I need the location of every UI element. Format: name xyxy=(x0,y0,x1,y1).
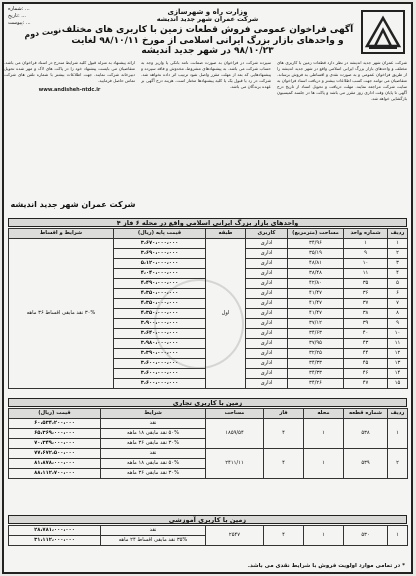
round-label: نوبت دوم xyxy=(23,25,62,40)
commercial-header-row xyxy=(9,409,408,419)
ad-header xyxy=(4,4,411,68)
area-cell: ۱۸۵۹/۵۴ xyxy=(206,419,264,449)
row-number-cell: ۶ xyxy=(388,289,408,299)
signature: شرکت عمران شهر جدید اندیشه xyxy=(10,200,136,209)
table-row xyxy=(9,449,408,459)
price-cell: ۴،۳۵۰،۰۰۰،۰۰۰ xyxy=(114,309,206,319)
payment-terms-cell: ۵۰% نقد مابقی ۱۸ ماهه xyxy=(101,459,206,469)
unit-number-cell: ۳۸ xyxy=(344,309,388,319)
area-cell: ۴۲/۸۰ xyxy=(288,279,344,289)
payment-terms-cell: ۵۰% نقد مابقی ۱۸ ماهه xyxy=(101,429,206,439)
mahalle-cell: ۱ xyxy=(304,526,344,546)
faz-cell: ۴ xyxy=(264,419,304,449)
use-cell: اداری xyxy=(246,349,288,359)
area-cell: ۳۴/۶۳ xyxy=(288,329,344,339)
meta-attachment: پیوست: ... xyxy=(8,20,31,26)
col-area: مساحت (مترمربع) xyxy=(288,229,344,239)
area-cell: ۳۵/۱۹ xyxy=(288,249,344,259)
row-number-cell: ۱۰ xyxy=(388,329,408,339)
price-cell: ۲۸،۷۸۱،۰۰۰،۰۰۰ xyxy=(9,526,101,536)
area-cell: ۴۱/۴۷ xyxy=(288,289,344,299)
educational-heading: زمین با کاربری آموزشی xyxy=(8,515,407,524)
body-column-1: شرکت عمران شهر جدید اندیشه در نظر دارد قطعات زمین با کاربری های مختلف و واحدهای بازار بزرگ ایرانی اسلامی واقع در شهر جدید اندیشه را از طریق فراخوان عمومی و به صورت نقدی و اقساطی به فروش برساند. متقاضیان می توانند جهت کسب اطلاعات بیشتر و دریافت اسناد فراخوان به سایت شرکت مراجعه نمایند. مهلت دریافت و تحویل اسناد از تاریخ درج آگهی تا پایان وقت اداری روز مقرر می باشد و پاکت ها در جلسه کمیسیون بازگشایی خواهد شد. xyxy=(277,60,407,101)
use-cell: اداری xyxy=(246,269,288,279)
price-cell: ۵،۱۲۰،۰۰۰،۰۰۰ xyxy=(114,259,206,269)
price-cell: ۳،۶۴۰،۰۰۰،۰۰۰ xyxy=(114,329,206,339)
area-cell: ۳۴/۲۶ xyxy=(288,379,344,389)
table-row xyxy=(9,239,408,249)
row-number-cell: ۷ xyxy=(388,299,408,309)
row-number-cell: ۹ xyxy=(388,319,408,329)
unit-number-cell: ۳۷ xyxy=(344,299,388,309)
price-cell: ۳،۶۰۰،۰۰۰،۰۰۰ xyxy=(114,359,206,369)
col-plot: شماره قطعه xyxy=(344,409,388,419)
ministry-name: وزارت راه و شهرسازی xyxy=(167,8,248,16)
row-number-cell: ۱ xyxy=(388,419,408,449)
price-cell: ۳،۶۹۰،۰۰۰،۰۰۰ xyxy=(114,249,206,259)
col-terms: شرایط xyxy=(101,409,206,419)
area-cell: ۳۷/۱۲ xyxy=(288,319,344,329)
payment-terms-cell: نقد xyxy=(101,526,206,536)
price-cell: ۴،۴۹۰،۰۰۰،۰۰۰ xyxy=(114,279,206,289)
col-floor: طبقه xyxy=(206,229,246,239)
commercial-heading: زمین با کاربری تجاری xyxy=(8,398,407,407)
payment-terms-cell: نقد xyxy=(101,419,206,429)
ad-title-line1: آگهی فراخوان عمومی فروش قطعات زمین با کاربری های مختلف xyxy=(61,25,354,35)
use-cell: اداری xyxy=(246,379,288,389)
row-number-cell: ۱ xyxy=(388,239,408,249)
price-cell: ۸۱،۸۷۸،۰۰۰،۰۰۰ xyxy=(9,459,101,469)
col-price: قیمت (ریال) xyxy=(9,409,101,419)
row-number-cell: ۵ xyxy=(388,279,408,289)
area-cell: ۳۴/۳۳ xyxy=(288,369,344,379)
bazaar-header-row xyxy=(9,229,408,239)
col-mahalle: محله xyxy=(304,409,344,419)
col-row: ردیف xyxy=(388,229,408,239)
educational-rows xyxy=(9,526,408,546)
body-column-3-text: ارائه پیشنهاد به منزله قبول کلیه شرایط مندرج در اسناد فراخوان می باشد. متقاضیان می بایست پیشنهاد خود را در پاکت های لاک و مهر شده تحویل دبیرخانه شرکت نمایند. جهت اطلاعات بیشتر با شماره تلفن های شرکت تماس حاصل فرمایید. xyxy=(4,60,135,83)
terms-cell: ۳۰% نقد مابقی اقساط ۳۶ ماهه xyxy=(9,239,114,389)
row-number-cell: ۱۲ xyxy=(388,349,408,359)
unit-number-cell: ۴۰ xyxy=(344,329,388,339)
unit-number-cell: ۳۵ xyxy=(344,279,388,289)
price-cell: ۶۰،۵۳۴،۲۰۰،۰۰۰ xyxy=(9,419,101,429)
col-use: کاربری xyxy=(246,229,288,239)
table-row xyxy=(9,419,408,429)
price-cell: ۸۸،۱۱۲،۷۰۰،۰۰۰ xyxy=(9,469,101,479)
price-cell: ۷۷،۶۷۲،۵۰۰،۰۰۰ xyxy=(9,449,101,459)
row-number-cell: ۱۵ xyxy=(388,379,408,389)
use-cell: اداری xyxy=(246,279,288,289)
price-cell: ۳۱،۱۱۲،۰۰۰،۰۰۰ xyxy=(9,536,101,546)
plot-number-cell: ۵۳۹ xyxy=(344,449,388,479)
meta-number: شماره: ... xyxy=(8,6,30,12)
payment-terms-cell: ۳۵% نقد مابقی اقساط ۲۴ ماهه xyxy=(101,536,206,546)
use-cell: اداری xyxy=(246,339,288,349)
ad-title-line2: و واحدهای بازار بزرگ ایرانی اسلامی از مورخ ۹۸/۱۰/۱۱ لغایت ۹۸/۱۰/۲۳ در شهر جدید اندیشه xyxy=(71,36,344,57)
unit-number-cell: ۴۳ xyxy=(344,339,388,349)
unit-number-cell: ۹ xyxy=(344,249,388,259)
payment-terms-cell: ۳۰% نقد مابقی ۳۶ ماهه xyxy=(101,469,206,479)
area-cell: ۴۸/۸۱ xyxy=(288,259,344,269)
unit-number-cell: ۴۴ xyxy=(344,349,388,359)
area-cell: ۳۴/۹۶ xyxy=(288,239,344,249)
payment-terms-cell: نقد xyxy=(101,449,206,459)
price-cell: ۳،۹۸۰،۰۰۰،۰۰۰ xyxy=(114,339,206,349)
mahalle-cell: ۱ xyxy=(304,419,344,449)
area-cell: ۴۱/۴۷ xyxy=(288,309,344,319)
use-cell: اداری xyxy=(246,309,288,319)
faz-cell: ۴ xyxy=(264,526,304,546)
unit-number-cell: ۳۹ xyxy=(344,319,388,329)
plot-number-cell: ۵۳۸ xyxy=(344,419,388,449)
use-cell: اداری xyxy=(246,239,288,249)
price-cell: ۳،۶۷۰،۰۰۰،۰۰۰ xyxy=(114,239,206,249)
col-area: مساحت xyxy=(206,409,264,419)
website-link[interactable]: www.andisheh-ntdc.ir xyxy=(38,86,101,93)
row-number-cell: ۱ xyxy=(388,526,408,546)
footer-note: * در تمامی موارد اولویت فروش با شرایط نقدی می باشد. xyxy=(247,562,405,569)
price-cell: ۴،۳۵۰،۰۰۰،۰۰۰ xyxy=(114,299,206,309)
row-number-cell: ۲ xyxy=(388,249,408,259)
row-number-cell: ۱۱ xyxy=(388,339,408,349)
row-number-cell: ۴ xyxy=(388,269,408,279)
price-cell: ۳،۶۰۰،۰۰۰،۰۰۰ xyxy=(114,379,206,389)
col-unit: شماره واحد xyxy=(344,229,388,239)
bazaar-heading: واحدهای بازار بزرگ ایرانی اسلامی واقع در محله ۶ فاز ۴ xyxy=(8,218,407,227)
faz-cell: ۴ xyxy=(264,449,304,479)
use-cell: اداری xyxy=(246,369,288,379)
newspaper-ad-page xyxy=(2,2,413,574)
floor-cell: اول xyxy=(206,239,246,389)
area-cell: ۳۲/۲۵ xyxy=(288,349,344,359)
use-cell: اداری xyxy=(246,299,288,309)
watermark-stamp xyxy=(154,279,244,369)
educational-table xyxy=(8,525,408,546)
meta-date: تاریخ: ... xyxy=(8,13,26,19)
unit-number-cell: ۴۷ xyxy=(344,379,388,389)
row-number-cell: ۱۳ xyxy=(388,359,408,369)
col-faz: فاز xyxy=(264,409,304,419)
area-cell: ۳۴/۳۳ xyxy=(288,359,344,369)
row-number-cell: ۸ xyxy=(388,309,408,319)
ad-body-text xyxy=(4,60,407,210)
area-cell: ۳۷/۹۵ xyxy=(288,339,344,349)
use-cell: اداری xyxy=(246,359,288,369)
price-cell: ۴،۳۵۰،۰۰۰،۰۰۰ xyxy=(114,289,206,299)
price-cell: ۳،۹۰۰،۰۰۰،۰۰۰ xyxy=(114,319,206,329)
table-row xyxy=(9,526,408,536)
unit-number-cell: ۳۶ xyxy=(344,289,388,299)
body-column-3 xyxy=(4,60,135,210)
price-cell: ۳،۶۰۰،۰۰۰،۰۰۰ xyxy=(114,369,206,379)
price-cell: ۳،۳۹۰،۰۰۰،۰۰۰ xyxy=(114,349,206,359)
use-cell: اداری xyxy=(246,259,288,269)
price-cell: ۴،۰۴۰،۰۰۰،۰۰۰ xyxy=(114,269,206,279)
price-cell: ۶۵،۳۶۹،۰۰۰،۰۰۰ xyxy=(9,429,101,439)
unit-number-cell: ۴۵ xyxy=(344,359,388,369)
price-cell: ۷۰،۳۴۹،۰۰۰،۰۰۰ xyxy=(9,439,101,449)
use-cell: اداری xyxy=(246,329,288,339)
col-price: قیمت پایه (ریال) xyxy=(114,229,206,239)
unit-number-cell: ۱۰ xyxy=(344,259,388,269)
col-row: ردیف xyxy=(388,409,408,419)
row-number-cell: ۲ xyxy=(388,449,408,479)
use-cell: اداری xyxy=(246,319,288,329)
commercial-table xyxy=(8,408,408,479)
area-cell: ۴۱/۴۷ xyxy=(288,299,344,309)
plot-number-cell: ۵۳۰ xyxy=(344,526,388,546)
mahalle-cell: ۱ xyxy=(304,449,344,479)
unit-number-cell: ۱ xyxy=(344,239,388,249)
row-number-cell: ۳ xyxy=(388,259,408,269)
payment-terms-cell: ۳۰% نقد مابقی ۳۶ ماهه xyxy=(101,439,206,449)
use-cell: اداری xyxy=(246,249,288,259)
unit-number-cell: ۱۱ xyxy=(344,269,388,279)
col-terms: شرایط و اقساط xyxy=(9,229,114,239)
body-column-2: سپرده شرکت در فراخوان به صورت ضمانت نامه بانکی یا واریز وجه به حساب شرکت می باشد. به پیشنهادهای مشروط، مخدوش و فاقد سپرده و پیشنهادهایی که بعد از مهلت مقرر واصل شود ترتیب اثر داده نخواهد شد. شرکت در رد یا قبول یک یا کلیه پیشنهادها مختار است. هزینه درج آگهی بر عهده برندگان می باشد. xyxy=(141,60,271,89)
area-cell: ۲۴۱۱/۱۱ xyxy=(206,449,264,479)
unit-number-cell: ۴۶ xyxy=(344,369,388,379)
row-number-cell: ۱۴ xyxy=(388,369,408,379)
area-cell: ۲۵۴۷ xyxy=(206,526,264,546)
company-name: شرکت عمران شهر جدید اندیشه xyxy=(156,15,259,23)
commercial-rows xyxy=(9,419,408,479)
use-cell: اداری xyxy=(246,289,288,299)
area-cell: ۳۸/۴۸ xyxy=(288,269,344,279)
